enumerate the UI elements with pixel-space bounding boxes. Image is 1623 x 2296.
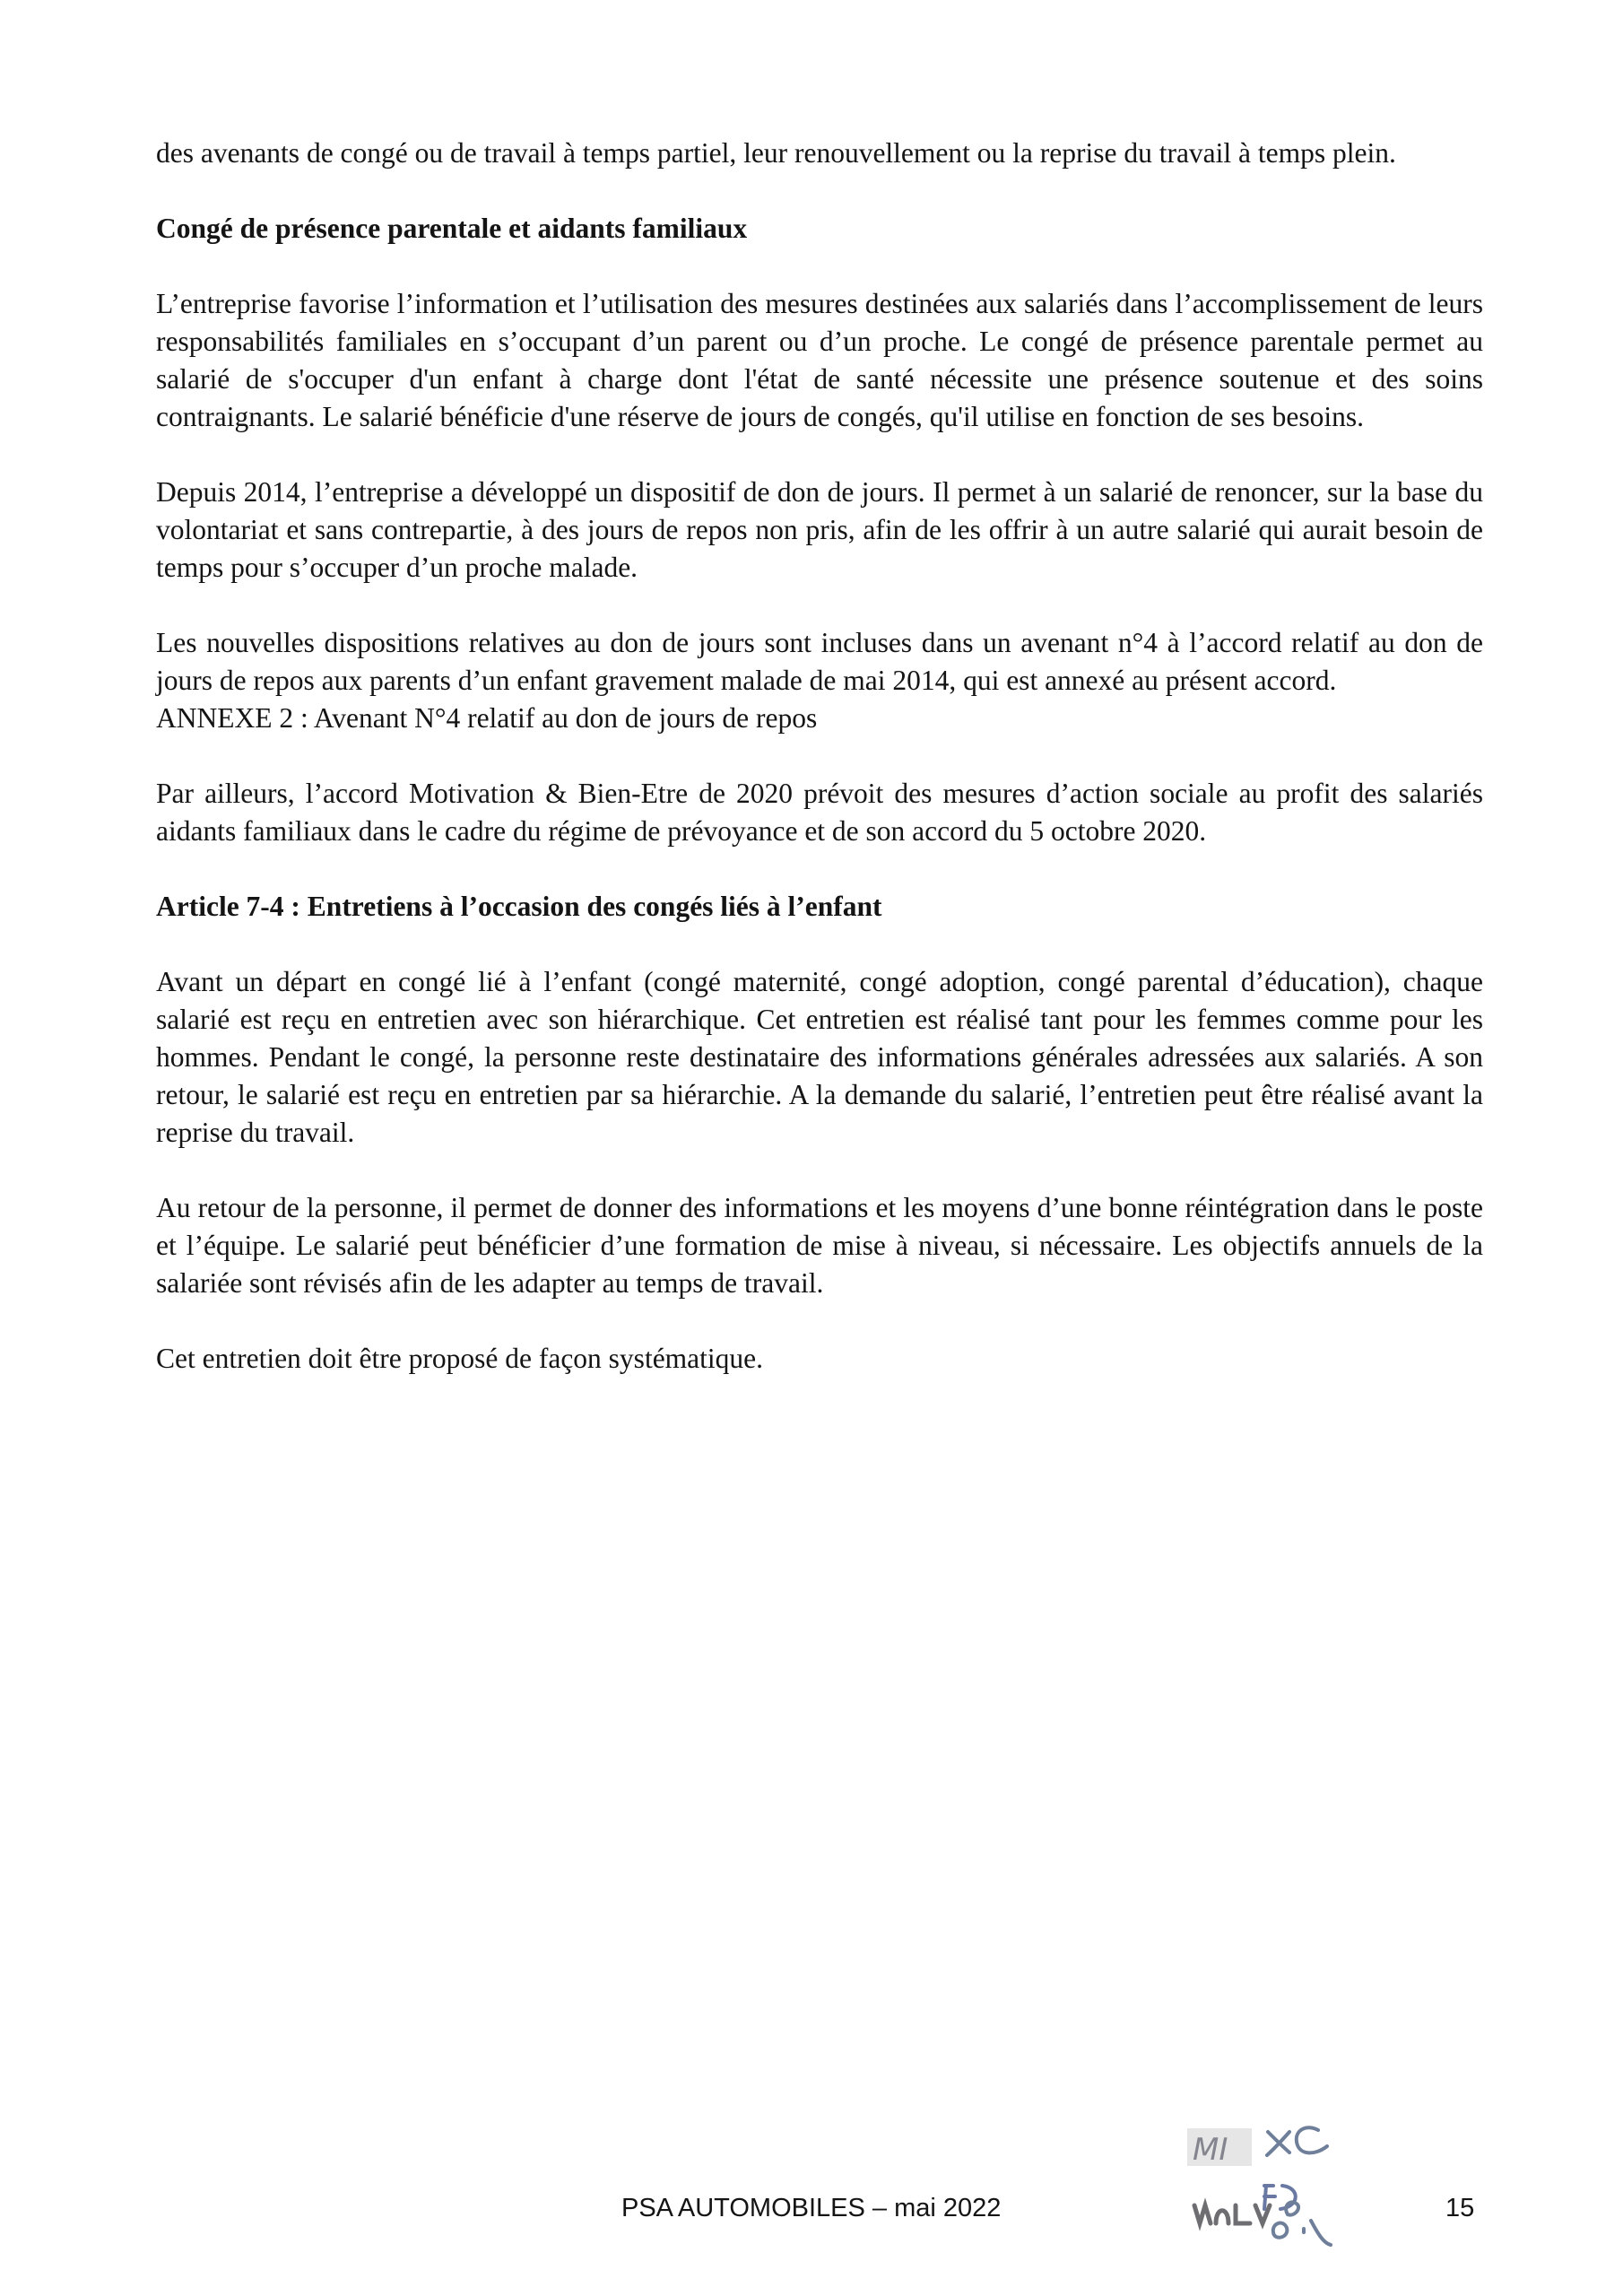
annex-reference: ANNEXE 2 : Avenant N°4 relatif au don de jours de repos bbox=[156, 702, 818, 734]
article-heading-7-4: Article 7-4 : Entretiens à l’occasion des congés liés à l’enfant bbox=[156, 891, 882, 922]
footer-document-title: PSA AUTOMOBILES – mai 2022 bbox=[621, 2194, 1002, 2222]
paragraph-wellbeing-agreement: Par ailleurs, l’accord Motivation & Bien-Etre de 2020 prévoit des mesures d’action sociale au profit des salariés aidants familiaux dans le cadre du régime de prévoyance et de son accord du 5 octobre 2020. bbox=[156, 778, 1483, 847]
paragraph-parental-presence: L’entreprise favorise l’information et l’utilisation des mesures destinées aux salariés dans l’accomplissement de leurs responsabilités familiales en s’occupant d’un parent ou d’un proche. Le congé de présence parentale permet au salarié de s'occuper d'un enfant à charge dont l'état de santé nécessite une présence soutenue et des soins contraignants. Le salarié bénéficie d'une réserve de jours de congés, qu'il utilise en fonction de ses besoins. bbox=[156, 288, 1483, 432]
paragraph-continuation: des avenants de congé ou de travail à temps partiel, leur renouvellement ou la reprise du travail à temps plein. bbox=[156, 137, 1396, 169]
page-number: 15 bbox=[1445, 2194, 1475, 2222]
document-body bbox=[156, 135, 1483, 1378]
paragraph-amendment: Les nouvelles dispositions relatives au don de jours sont incluses dans un avenant n°4 à l’accord relatif au don de jours de repos aux parents d’un enfant gravement malade de mai 2014, qui est annexé au présent accord. bbox=[156, 627, 1483, 696]
svg-text:MI: MI bbox=[1193, 2132, 1228, 2168]
section-heading-parental-leave: Congé de présence parentale et aidants familiaux bbox=[156, 213, 748, 244]
paragraph-return-interview: Au retour de la personne, il permet de donner des informations et les moyens d’une bonne réintégration dans le poste et l’équipe. Le salarié peut bénéficier d’une formation de mise à niveau, si nécessaire. Les objectifs annuels de la salariée sont révisés afin de les adapter au temps de travail. bbox=[156, 1192, 1483, 1299]
paragraph-day-donation: Depuis 2014, l’entreprise a développé un dispositif de don de jours. Il permet à un salarié de renoncer, sur la base du volontariat et sans contrepartie, à des jours de repos non pris, afin de les offrir à un autre salarié qui aurait besoin de temps pour s’occuper d’un proche malade. bbox=[156, 476, 1483, 583]
page-footer bbox=[0, 2188, 1623, 2242]
paragraph-interview-before-leave: Avant un départ en congé lié à l’enfant (congé maternité, congé adoption, congé parental d’éducation), chaque salarié est reçu en entretien avec son hiérarchique. Cet entretien est réalisé tant pour les femmes comme pour les hommes. Pendant le congé, la personne reste destinataire des informations générales adressées aux salariés. A son retour, le salarié est reçu en entretien par sa hiérarchie. A la demande du salarié, l’entretien peut être réalisé avant la reprise du travail. bbox=[156, 966, 1483, 1148]
paragraph-systematic-interview: Cet entretien doit être proposé de façon systématique. bbox=[156, 1343, 764, 1374]
